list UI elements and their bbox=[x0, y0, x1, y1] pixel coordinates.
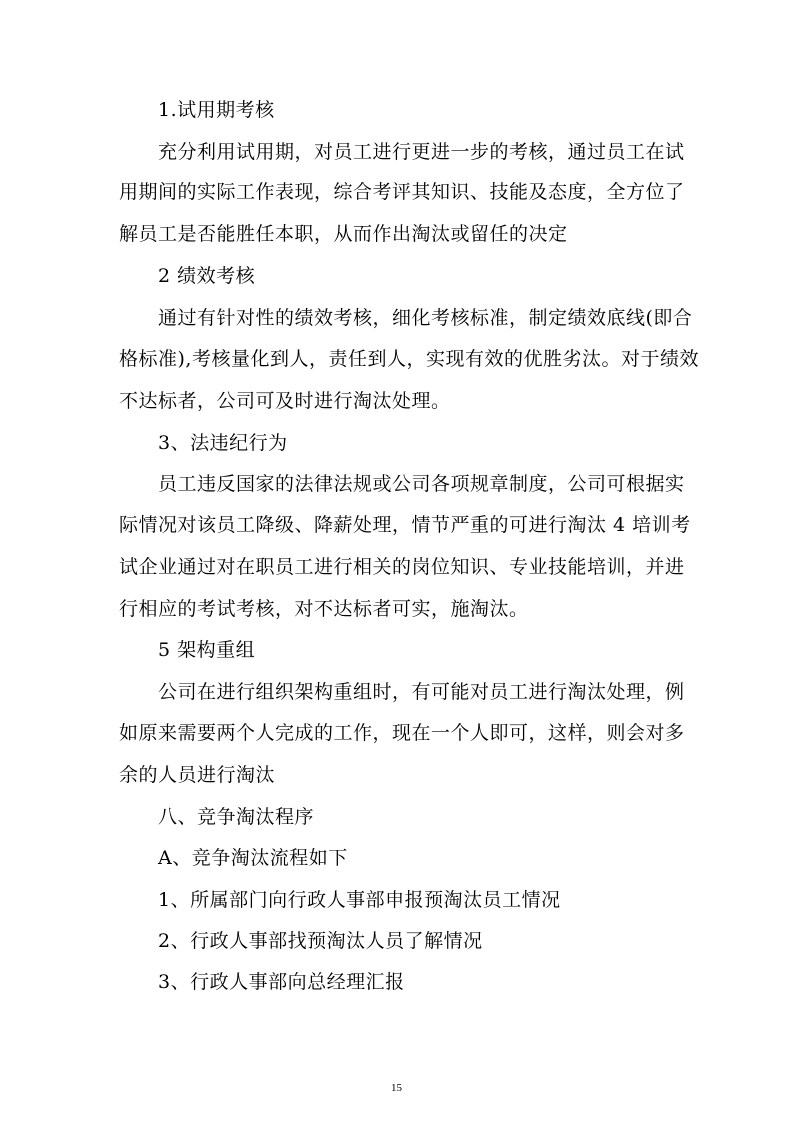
paragraph-line: 充分利用试用期，对员工进行更进一步的考核，通过员工在试 bbox=[158, 141, 685, 163]
paragraph-line: 如原来需要两个人完成的工作，现在一个人即可，这样，则会对多 bbox=[119, 722, 685, 744]
paragraph-line: 试企业通过对在职员工进行相关的岗位知识、专业技能培训，并进 bbox=[119, 556, 685, 578]
paragraph-line: 解员工是否能胜任本职，从而作出淘汰或留任的决定 bbox=[119, 223, 568, 245]
section-heading: 3、法违纪行为 bbox=[158, 432, 288, 454]
paragraph-line: 格标准),考核量化到人，责任到人，实现有效的优胜劣汰。对于绩效 bbox=[119, 348, 699, 370]
paragraph-line: 公司在进行组织架构重组时，有可能对员工进行淘汰处理，例 bbox=[158, 681, 685, 703]
page-number: 15 bbox=[391, 1082, 402, 1094]
paragraph-line: 员工违反国家的法律法规或公司各项规章制度，公司可根据实 bbox=[158, 473, 685, 495]
paragraph-line: 通过有针对性的绩效考核，细化考核标准，制定绩效底线(即合 bbox=[158, 307, 693, 329]
list-item: 1、所属部门向行政人事部申报预淘汰员工情况 bbox=[158, 889, 561, 911]
list-item: 2、行政人事部找预淘汰人员了解情况 bbox=[158, 930, 483, 952]
paragraph-line: 用期间的实际工作表现，综合考评其知识、技能及态度，全方位了 bbox=[119, 181, 685, 203]
paragraph-line: 不达标者，公司可及时进行淘汰处理。 bbox=[119, 390, 451, 412]
section-heading: 2 绩效考核 bbox=[158, 265, 256, 287]
list-item: 3、行政人事部向总经理汇报 bbox=[158, 971, 405, 993]
paragraph-line: 行相应的考试考核，对不达标者可实，施淘汰。 bbox=[119, 598, 529, 620]
paragraph-line: 际情况对该员工降级、降薪处理，情节严重的可进行淘汰 4 培训考 bbox=[119, 514, 691, 536]
section-heading: 八、竞争淘汰程序 bbox=[158, 806, 315, 828]
section-heading: 5 架构重组 bbox=[158, 639, 256, 661]
section-heading: 1.试用期考核 bbox=[158, 99, 275, 121]
list-item: A、竞争淘汰流程如下 bbox=[158, 847, 348, 869]
paragraph-line: 余的人员进行淘汰 bbox=[119, 764, 276, 786]
